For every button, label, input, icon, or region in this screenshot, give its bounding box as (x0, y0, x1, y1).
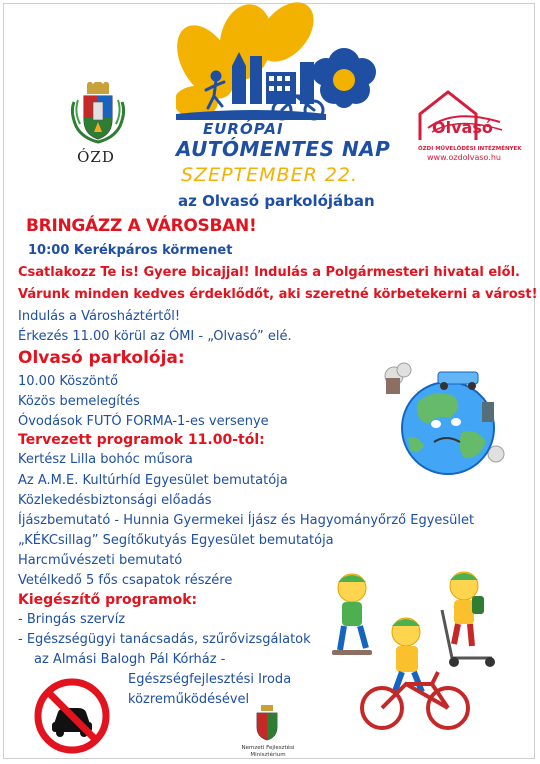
planned-item-martial-arts: Harcművészeti bemutató (18, 553, 183, 568)
extra-item-bike-service: - Bringás szervíz (18, 612, 126, 627)
olvaso-url: www.ozdolvaso.hu (427, 153, 501, 162)
bike-join-text: Csatlakozz Te is! Gyere bicajjal! Indulás a Polgármesteri hivatal elől. (18, 265, 520, 280)
extra-item-hospital: az Almási Balogh Pál Kórház - (34, 652, 226, 667)
parking-item-warmup: Közös bemelegítés (18, 394, 140, 409)
planned-item-clown: Kertész Lilla bohóc műsora (18, 452, 193, 467)
planned-section-heading: Tervezett programok 11.00-tól: (18, 432, 265, 448)
earth-illustration-icon (378, 362, 508, 482)
bike-start-text: Indulás a Városháztértől! (18, 309, 181, 324)
ministry-name-line2: Minisztérium (250, 752, 286, 758)
planned-item-culture: Az A.M.E. Kultúrhíd Egyesület bemutatója (18, 473, 288, 488)
event-location: az Olvasó parkolójában (178, 192, 375, 210)
no-car-sign-icon (32, 676, 112, 756)
planned-item-safety: Közlekedésbiztonsági előadás (18, 493, 212, 508)
event-title-line2: AUTÓMENTES NAP (176, 137, 391, 161)
extra-item-health: - Egészségügyi tanácsadás, szűrővizsgálatok (18, 632, 311, 647)
ministry-name (223, 745, 313, 759)
bike-section-heading: BRINGÁZZ A VÁROSBAN! (26, 216, 257, 236)
extra-item-cooperation: közreműködésével (128, 692, 250, 707)
bike-arrival-text: Érkezés 11.00 körül az ÓMI - „Olvasó” elé. (18, 329, 292, 344)
car-free-day-logo (176, 2, 376, 122)
olvaso-subtitle: ÓZDI MŰVELŐDÉSI INTÉZMÉNYEK (418, 146, 522, 152)
bike-welcome-text: Várunk minden kedves érdeklődőt, aki szeretné körbetekerni a várost! (18, 287, 538, 302)
hungarian-crest-icon (255, 705, 279, 741)
parking-item-race: Óvodások FUTÓ FORMA-1-es versenye (18, 414, 269, 429)
ozd-label: ÓZD (77, 148, 115, 166)
parking-item-welcome: 10.00 Köszöntő (18, 374, 119, 389)
parking-section-heading: Olvasó parkolója: (18, 348, 185, 368)
event-title-line1: EURÓPAI (203, 120, 284, 138)
planned-item-quiz: Vetélkedő 5 fős csapatok részére (18, 573, 233, 588)
event-date: SZEPTEMBER 22. (181, 164, 359, 186)
extra-section-heading: Kiegészítő programok: (18, 592, 198, 608)
planned-item-dogs: „KÉKCsillag” Segítőkutyás Egyesület bemutatója (18, 533, 334, 548)
ozd-coat-of-arms-icon (68, 82, 128, 146)
olvaso-name: Olvasó (432, 118, 493, 137)
extra-item-office: Egészségfejlesztési Iroda (128, 672, 292, 687)
planned-item-archery: Íjászbemutató - Hunnia Gyermekei Íjász és Hagyományőrző Egyesület (18, 513, 475, 528)
bike-procession-time: 10:00 Kerékpáros körmenet (28, 243, 233, 258)
ministry-name-line1: Nemzeti Fejlesztési (241, 745, 295, 751)
kids-with-bikes-illustration (322, 566, 498, 736)
